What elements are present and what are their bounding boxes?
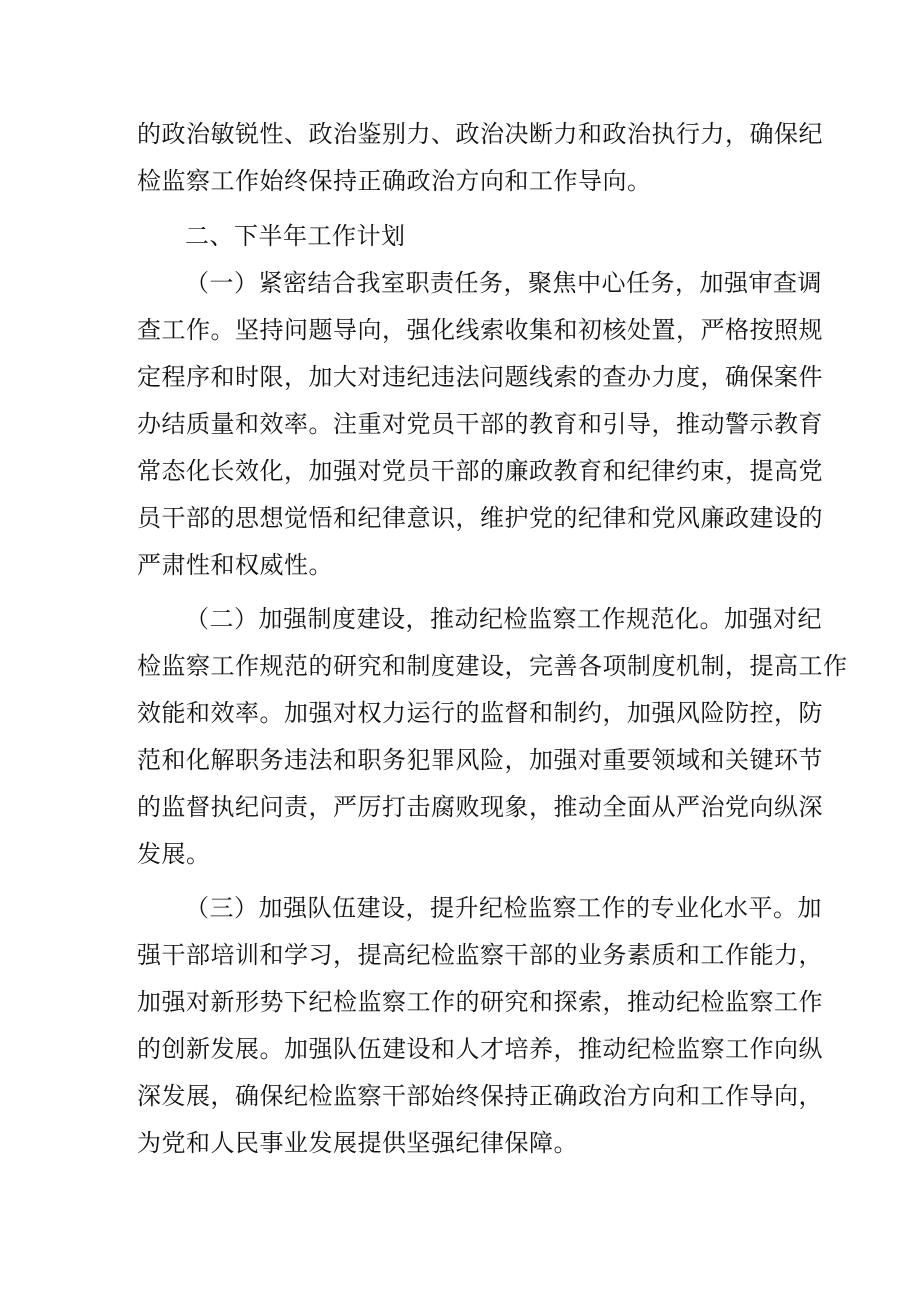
paragraph-line: 范和化解职务违法和职务犯罪风险，加强对重要领域和关键环节	[137, 746, 823, 774]
paragraph-line: 常态化长效化，加强对党员干部的廉政教育和纪律约束，提高党	[137, 457, 823, 485]
paragraph-line: （一）紧密结合我室职责任务，聚焦中心任务，加强审查调	[185, 269, 822, 297]
paragraph-line: （二）加强制度建设，推动纪检监察工作规范化。加强对纪	[185, 605, 822, 633]
paragraph-line: 加强对新形势下纪检监察工作的研究和探索，推动纪检监察工作	[137, 988, 823, 1016]
paragraph-line: 深发展，确保纪检监察干部始终保持正确政治方向和工作导向，	[137, 1082, 823, 1110]
paragraph-line: 发展。	[137, 840, 211, 868]
paragraph-line: 查工作。坚持问题导向，强化线索收集和初核处置，严格按照规	[137, 316, 823, 344]
paragraph-line: 办结质量和效率。注重对党员干部的教育和引导，推动警示教育	[137, 410, 823, 438]
paragraph-line: 的监督执纪问责，严厉打击腐败现象，推动全面从严治党向纵深	[137, 793, 823, 821]
paragraph-line: 的政治敏锐性、政治鉴别力、政治决断力和政治执行力，确保纪	[137, 120, 823, 148]
paragraph-line: 严肃性和权威性。	[137, 551, 333, 579]
paragraph-line: 为党和人民事业发展提供坚强纪律保障。	[137, 1129, 578, 1157]
paragraph-line: 检监察工作规范的研究和制度建设，完善各项制度机制，提高工作	[137, 652, 848, 680]
paragraph-line: 定程序和时限，加大对违纪违法问题线索的查办力度，确保案件	[137, 363, 823, 391]
paragraph-line: 员干部的思想觉悟和纪律意识，维护党的纪律和党风廉政建设的	[137, 504, 823, 532]
section-heading: 二、下半年工作计划	[185, 222, 406, 250]
paragraph-line: 效能和效率。加强对权力运行的监督和制约，加强风险防控，防	[137, 699, 823, 727]
paragraph-line: 检监察工作始终保持正确政治方向和工作导向。	[137, 167, 652, 195]
paragraph-line: （三）加强队伍建设，提升纪检监察工作的专业化水平。加	[185, 894, 822, 922]
paragraph-line: 强干部培训和学习，提高纪检监察干部的业务素质和工作能力，	[137, 941, 823, 969]
paragraph-line: 的创新发展。加强队伍建设和人才培养，推动纪检监察工作向纵	[137, 1035, 823, 1063]
